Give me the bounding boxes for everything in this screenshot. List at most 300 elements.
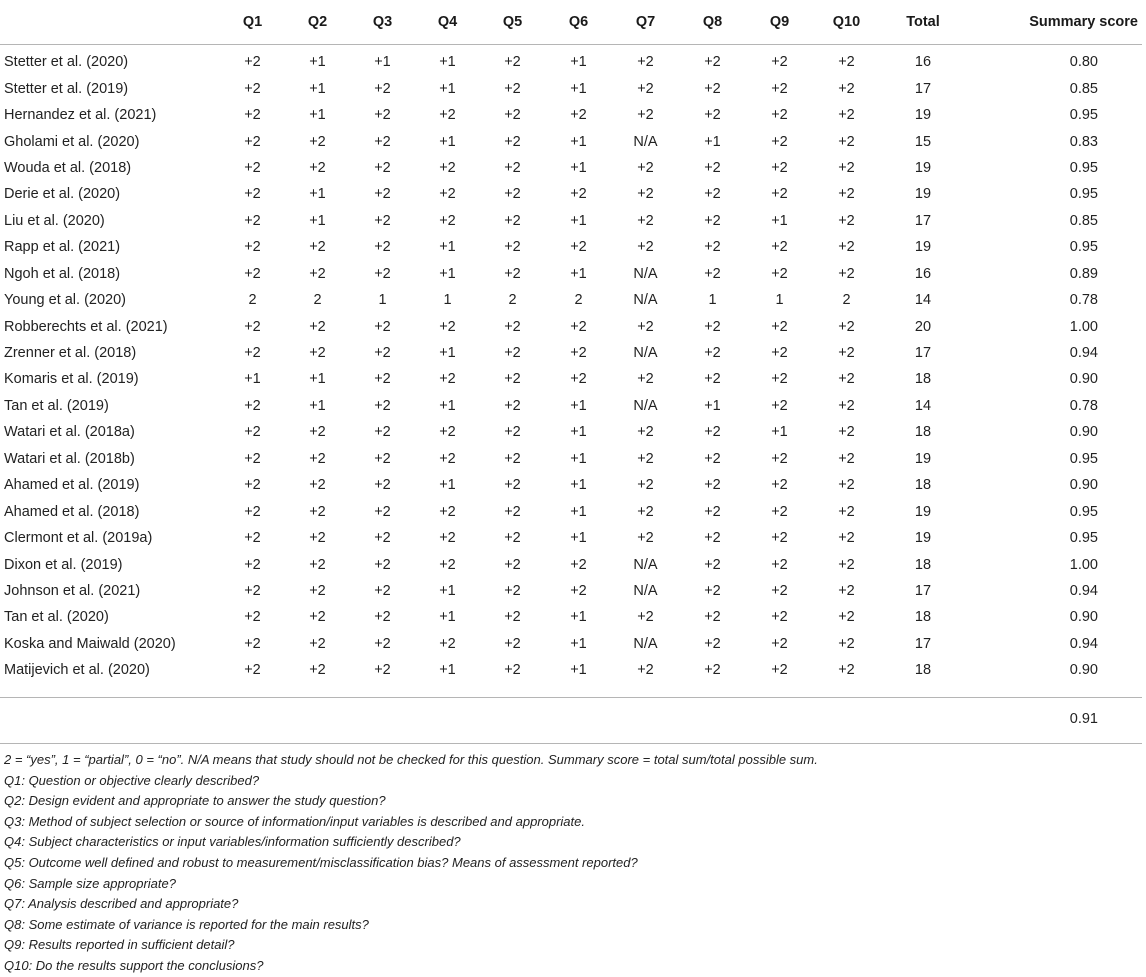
- score-cell-q6: 2: [574, 292, 583, 309]
- score-cell-q2: +2: [309, 450, 326, 467]
- score-cell-q9: +2: [771, 662, 788, 679]
- score-cell-q7: +2: [637, 186, 654, 203]
- score-cell-q9: +2: [771, 635, 788, 652]
- score-cell-q6: +2: [570, 371, 587, 388]
- total-cell: 14: [914, 397, 932, 414]
- score-cell-q9: +2: [771, 345, 788, 362]
- score-cell-q1: +1: [244, 371, 261, 388]
- total-cell: 15: [914, 133, 932, 150]
- score-cell-q10: +2: [838, 107, 855, 124]
- score-cell-q10: +2: [838, 54, 855, 71]
- score-cell-q2: +2: [309, 318, 326, 335]
- score-cell-q1: +2: [244, 133, 261, 150]
- score-cell-q2: +1: [309, 212, 326, 229]
- column-header-q3: Q3: [350, 0, 415, 45]
- score-cell-q4: +2: [439, 450, 456, 467]
- score-cell-q5: +2: [504, 635, 521, 652]
- score-cell-q2: +1: [309, 54, 326, 71]
- summary-score-cell: 0.80: [1069, 54, 1098, 71]
- score-cell-q5: +2: [504, 159, 521, 176]
- table-row: [0, 446, 1142, 472]
- score-cell-q6: +1: [570, 212, 587, 229]
- table-row: [0, 208, 1142, 234]
- score-cell-q6: +1: [570, 80, 587, 97]
- total-cell: 19: [914, 159, 932, 176]
- summary-score-cell: 0.90: [1069, 424, 1098, 441]
- column-header-q7: Q7: [612, 0, 679, 45]
- score-cell-q1: +2: [244, 635, 261, 652]
- score-cell-q1: +2: [244, 318, 261, 335]
- total-cell: 16: [914, 54, 932, 71]
- score-cell-q1: +2: [244, 54, 261, 71]
- score-cell-q7: +2: [637, 371, 654, 388]
- score-cell-q9: +2: [771, 397, 788, 414]
- study-name-cell: Robberechts et al. (2021): [4, 318, 168, 335]
- table-footnotes: [4, 750, 1134, 977]
- total-cell: 19: [914, 186, 932, 203]
- score-cell-q4: +2: [439, 159, 456, 176]
- score-cell-q7: N/A: [633, 292, 658, 309]
- summary-score-cell: 0.95: [1069, 239, 1098, 256]
- total-cell: 18: [914, 371, 932, 388]
- study-column-header: [0, 0, 220, 45]
- score-cell-q8: +2: [704, 265, 721, 282]
- score-cell-q2: +1: [309, 397, 326, 414]
- score-cell-q8: +2: [704, 186, 721, 203]
- summary-score-cell: 0.90: [1069, 371, 1098, 388]
- mean-summary-score: 0.91: [1069, 711, 1098, 727]
- score-cell-q3: +2: [374, 582, 391, 599]
- score-cell-q8: +2: [704, 107, 721, 124]
- score-cell-q7: +2: [637, 662, 654, 679]
- total-cell: 17: [914, 345, 932, 362]
- score-cell-q7: N/A: [633, 133, 658, 150]
- score-cell-q4: +2: [439, 424, 456, 441]
- score-cell-q2: +2: [309, 609, 326, 626]
- score-cell-q2: +1: [309, 80, 326, 97]
- score-cell-q8: +2: [704, 212, 721, 229]
- score-cell-q7: +2: [637, 503, 654, 520]
- score-cell-q3: +2: [374, 662, 391, 679]
- summary-score-cell: 0.89: [1069, 265, 1098, 282]
- score-cell-q7: +2: [637, 107, 654, 124]
- score-cell-q3: +2: [374, 265, 391, 282]
- footnote-q1: Q1: Question or objective clearly described?: [4, 772, 260, 788]
- score-cell-q8: +2: [704, 54, 721, 71]
- total-cell: 18: [914, 477, 932, 494]
- footnote-q3: Q3: Method of subject selection or source of information/input variables is described and appropriate.: [4, 813, 585, 829]
- score-cell-q4: +1: [439, 54, 456, 71]
- study-name-cell: Tan et al. (2020): [4, 609, 109, 626]
- score-cell-q8: +2: [704, 582, 721, 599]
- summary-score-cell: 0.95: [1069, 186, 1098, 203]
- score-cell-q10: +2: [838, 582, 855, 599]
- score-cell-q10: +2: [838, 371, 855, 388]
- column-header-total: Total: [880, 0, 966, 45]
- footnote-q4: Q4: Subject characteristics or input variables/information sufficiently described?: [4, 834, 461, 850]
- footnote-q6: Q6: Sample size appropriate?: [4, 875, 176, 891]
- study-name-cell: Young et al. (2020): [4, 292, 127, 309]
- table-row: [0, 287, 1142, 313]
- footnote-q10: Q10: Do the results support the conclusions?: [4, 957, 264, 973]
- summary-score-cell: 0.95: [1069, 450, 1098, 467]
- score-cell-q8: +2: [704, 318, 721, 335]
- summary-score-cell: 0.90: [1069, 477, 1098, 494]
- table-row: [0, 419, 1142, 445]
- score-cell-q10: +2: [838, 80, 855, 97]
- study-name-cell: Gholami et al. (2020): [4, 133, 140, 150]
- total-cell: 17: [914, 635, 932, 652]
- score-cell-q10: +2: [838, 503, 855, 520]
- score-cell-q8: +2: [704, 450, 721, 467]
- score-cell-q5: +2: [504, 212, 521, 229]
- total-cell: 19: [914, 503, 932, 520]
- score-cell-q3: +2: [374, 159, 391, 176]
- study-name-cell: Ngoh et al. (2018): [4, 265, 121, 282]
- score-cell-q6: +2: [570, 556, 587, 573]
- score-cell-q3: +2: [374, 503, 391, 520]
- table-row: [0, 102, 1142, 128]
- table-row: [0, 155, 1142, 181]
- score-cell-q2: +2: [309, 424, 326, 441]
- total-cell: 20: [914, 318, 932, 335]
- score-cell-q2: +2: [309, 345, 326, 362]
- score-cell-q4: +1: [439, 477, 456, 494]
- score-cell-q3: +2: [374, 212, 391, 229]
- score-cell-q3: +2: [374, 424, 391, 441]
- score-cell-q5: +2: [504, 503, 521, 520]
- score-cell-q4: +2: [439, 371, 456, 388]
- score-cell-q1: +2: [244, 239, 261, 256]
- study-name-cell: Liu et al. (2020): [4, 212, 105, 229]
- score-cell-q4: +1: [439, 265, 456, 282]
- summary-score-cell: 0.83: [1069, 133, 1098, 150]
- score-cell-q7: N/A: [633, 635, 658, 652]
- score-cell-q4: +2: [439, 556, 456, 573]
- score-cell-q6: +1: [570, 159, 587, 176]
- score-cell-q2: +1: [309, 186, 326, 203]
- footnote-q5: Q5: Outcome well defined and robust to measurement/misclassification bias? Means of assessment reported?: [4, 854, 638, 870]
- column-header-q9: Q9: [746, 0, 813, 45]
- score-cell-q6: +1: [570, 133, 587, 150]
- score-cell-q10: +2: [838, 186, 855, 203]
- score-cell-q6: +1: [570, 424, 587, 441]
- study-name-cell: Matijevich et al. (2020): [4, 662, 150, 679]
- score-cell-q6: +2: [570, 582, 587, 599]
- score-cell-q1: +2: [244, 609, 261, 626]
- score-cell-q9: +2: [771, 371, 788, 388]
- score-cell-q1: +2: [244, 582, 261, 599]
- score-cell-q8: +2: [704, 239, 721, 256]
- score-cell-q3: 1: [378, 292, 387, 309]
- score-cell-q1: +2: [244, 477, 261, 494]
- table-row: [0, 551, 1142, 577]
- study-name-cell: Watari et al. (2018a): [4, 424, 135, 441]
- score-cell-q7: +2: [637, 477, 654, 494]
- score-cell-q4: +2: [439, 503, 456, 520]
- score-cell-q10: +2: [838, 265, 855, 282]
- score-cell-q6: +1: [570, 635, 587, 652]
- score-cell-q6: +1: [570, 503, 587, 520]
- score-cell-q8: +2: [704, 609, 721, 626]
- score-cell-q10: +2: [838, 635, 855, 652]
- score-cell-q8: +2: [704, 662, 721, 679]
- total-cell: 19: [914, 107, 932, 124]
- score-cell-q6: +1: [570, 609, 587, 626]
- score-cell-q3: +2: [374, 239, 391, 256]
- score-cell-q7: N/A: [633, 345, 658, 362]
- table-row: [0, 631, 1142, 657]
- total-cell: 14: [914, 292, 932, 309]
- score-cell-q6: +2: [570, 239, 587, 256]
- total-cell: 19: [914, 450, 932, 467]
- score-cell-q9: +2: [771, 477, 788, 494]
- total-cell: 17: [914, 80, 932, 97]
- mean-summary-row: [0, 697, 1142, 744]
- study-name-cell: Stetter et al. (2019): [4, 80, 129, 97]
- score-cell-q6: +1: [570, 397, 587, 414]
- score-cell-q1: +2: [244, 80, 261, 97]
- score-cell-q4: +1: [439, 133, 456, 150]
- score-cell-q6: +1: [570, 450, 587, 467]
- study-name-cell: Wouda et al. (2018): [4, 159, 132, 176]
- table-row: [0, 578, 1142, 604]
- score-cell-q1: +2: [244, 159, 261, 176]
- score-cell-q3: +2: [374, 556, 391, 573]
- score-cell-q5: +2: [504, 397, 521, 414]
- table-row: [0, 128, 1142, 154]
- total-cell: 17: [914, 212, 932, 229]
- score-cell-q5: +2: [504, 609, 521, 626]
- score-cell-q4: +2: [439, 107, 456, 124]
- score-cell-q8: +2: [704, 345, 721, 362]
- table-row: [0, 45, 1142, 76]
- study-name-cell: Stetter et al. (2020): [4, 54, 129, 71]
- score-cell-q8: +2: [704, 477, 721, 494]
- score-cell-q8: +2: [704, 530, 721, 547]
- score-cell-q1: +2: [244, 265, 261, 282]
- score-cell-q7: +2: [637, 159, 654, 176]
- score-cell-q6: +2: [570, 345, 587, 362]
- score-cell-q2: +1: [309, 371, 326, 388]
- score-cell-q5: +2: [504, 530, 521, 547]
- score-cell-q10: +2: [838, 530, 855, 547]
- study-name-cell: Derie et al. (2020): [4, 186, 121, 203]
- study-name-cell: Watari et al. (2018b): [4, 450, 135, 467]
- column-header-q1: Q1: [220, 0, 285, 45]
- score-cell-q10: +2: [838, 239, 855, 256]
- score-cell-q9: +2: [771, 530, 788, 547]
- study-name-cell: Tan et al. (2019): [4, 397, 109, 414]
- score-cell-q8: +2: [704, 80, 721, 97]
- score-cell-q5: +2: [504, 186, 521, 203]
- study-name-cell: Ahamed et al. (2018): [4, 503, 140, 520]
- table-row: [0, 525, 1142, 551]
- table-row: [0, 472, 1142, 498]
- summary-score-cell: 0.95: [1069, 107, 1098, 124]
- score-cell-q8: +2: [704, 635, 721, 652]
- score-cell-q4: +1: [439, 239, 456, 256]
- score-cell-q9: +2: [771, 582, 788, 599]
- score-cell-q10: +2: [838, 397, 855, 414]
- total-cell: 18: [914, 424, 932, 441]
- summary-score-cell: 0.78: [1069, 397, 1098, 414]
- column-header-q8: Q8: [679, 0, 746, 45]
- total-cell: 18: [914, 556, 932, 573]
- score-cell-q10: +2: [838, 159, 855, 176]
- score-cell-q8: +2: [704, 556, 721, 573]
- score-cell-q4: 1: [443, 292, 452, 309]
- summary-score-cell: 0.95: [1069, 503, 1098, 520]
- score-cell-q7: +2: [637, 318, 654, 335]
- score-cell-q6: +1: [570, 477, 587, 494]
- score-cell-q4: +2: [439, 635, 456, 652]
- score-cell-q9: +2: [771, 318, 788, 335]
- score-cell-q9: +2: [771, 556, 788, 573]
- score-cell-q3: +1: [374, 54, 391, 71]
- score-cell-q9: +2: [771, 609, 788, 626]
- score-cell-q7: N/A: [633, 397, 658, 414]
- score-cell-q2: +2: [309, 635, 326, 652]
- footnote-q9: Q9: Results reported in sufficient detail?: [4, 937, 235, 953]
- score-cell-q7: +2: [637, 450, 654, 467]
- score-cell-q2: +2: [309, 582, 326, 599]
- score-cell-q10: +2: [838, 212, 855, 229]
- score-cell-q8: 1: [708, 292, 717, 309]
- table-row: [0, 181, 1142, 207]
- score-cell-q3: +2: [374, 318, 391, 335]
- score-cell-q5: +2: [504, 556, 521, 573]
- total-cell: 18: [914, 609, 932, 626]
- total-cell: 19: [914, 239, 932, 256]
- score-cell-q1: +2: [244, 186, 261, 203]
- score-cell-q5: +2: [504, 133, 521, 150]
- score-cell-q1: +2: [244, 662, 261, 679]
- score-cell-q9: +1: [771, 212, 788, 229]
- summary-score-cell: 0.78: [1069, 292, 1098, 309]
- score-cell-q8: +2: [704, 503, 721, 520]
- study-name-cell: Hernandez et al. (2021): [4, 107, 157, 124]
- score-cell-q5: +2: [504, 371, 521, 388]
- score-cell-q7: N/A: [633, 556, 658, 573]
- column-header-q2: Q2: [285, 0, 350, 45]
- score-cell-q5: 2: [508, 292, 517, 309]
- score-cell-q7: +2: [637, 54, 654, 71]
- score-cell-q10: +2: [838, 345, 855, 362]
- table-row: [0, 75, 1142, 101]
- table-body: [0, 45, 1142, 694]
- score-cell-q10: +2: [838, 662, 855, 679]
- score-cell-q3: +2: [374, 635, 391, 652]
- score-cell-q9: 1: [775, 292, 784, 309]
- score-cell-q8: +2: [704, 424, 721, 441]
- score-cell-q4: +1: [439, 80, 456, 97]
- score-cell-q6: +1: [570, 54, 587, 71]
- study-name-cell: Clermont et al. (2019a): [4, 530, 153, 547]
- total-cell: 18: [914, 662, 932, 679]
- score-cell-q2: +2: [309, 133, 326, 150]
- score-cell-q7: +2: [637, 530, 654, 547]
- score-cell-q5: +2: [504, 80, 521, 97]
- score-cell-q1: +2: [244, 530, 261, 547]
- score-cell-q1: +2: [244, 556, 261, 573]
- score-cell-q3: +2: [374, 186, 391, 203]
- score-cell-q10: +2: [838, 556, 855, 573]
- score-cell-q4: +2: [439, 318, 456, 335]
- score-cell-q4: +2: [439, 212, 456, 229]
- table-row: [0, 393, 1142, 419]
- footnote-legend: 2 = “yes”, 1 = “partial”, 0 = “no”. N/A means that study should not be checked for this question. Summary score = total sum/total possible sum.: [4, 752, 818, 767]
- total-cell: 16: [914, 265, 932, 282]
- score-cell-q3: +2: [374, 345, 391, 362]
- score-cell-q4: +2: [439, 186, 456, 203]
- score-cell-q5: +2: [504, 318, 521, 335]
- summary-score-cell: 0.94: [1069, 345, 1098, 362]
- score-cell-q9: +2: [771, 159, 788, 176]
- score-cell-q9: +2: [771, 54, 788, 71]
- score-cell-q5: +2: [504, 54, 521, 71]
- score-cell-q8: +2: [704, 159, 721, 176]
- score-cell-q6: +1: [570, 662, 587, 679]
- study-name-cell: Zrenner et al. (2018): [4, 345, 137, 362]
- summary-score-cell: 0.90: [1069, 609, 1098, 626]
- score-cell-q3: +2: [374, 397, 391, 414]
- total-cell: 17: [914, 582, 932, 599]
- score-cell-q3: +2: [374, 477, 391, 494]
- table-row: [0, 604, 1142, 630]
- score-cell-q2: +2: [309, 556, 326, 573]
- summary-score-cell: 0.95: [1069, 159, 1098, 176]
- summary-score-cell: 0.94: [1069, 582, 1098, 599]
- score-cell-q5: +2: [504, 107, 521, 124]
- score-cell-q2: +2: [309, 159, 326, 176]
- score-cell-q5: +2: [504, 345, 521, 362]
- score-cell-q8: +2: [704, 371, 721, 388]
- score-cell-q9: +2: [771, 503, 788, 520]
- score-cell-q9: +2: [771, 133, 788, 150]
- column-header-q5: Q5: [480, 0, 545, 45]
- score-cell-q2: +2: [309, 662, 326, 679]
- summary-score-cell: 0.90: [1069, 662, 1098, 679]
- table-row: [0, 313, 1142, 339]
- score-cell-q9: +2: [771, 80, 788, 97]
- score-cell-q3: +2: [374, 107, 391, 124]
- score-cell-q1: +2: [244, 503, 261, 520]
- score-cell-q2: +2: [309, 530, 326, 547]
- summary-score-cell: 0.85: [1069, 212, 1098, 229]
- score-cell-q6: +1: [570, 530, 587, 547]
- score-cell-q1: +2: [244, 212, 261, 229]
- score-cell-q2: +2: [309, 265, 326, 282]
- footnote-q8: Q8: Some estimate of variance is reported for the main results?: [4, 916, 369, 932]
- table-row: [0, 498, 1142, 524]
- column-header-q10: Q10: [813, 0, 880, 45]
- score-cell-q9: +2: [771, 239, 788, 256]
- summary-score-cell: 1.00: [1069, 556, 1098, 573]
- score-cell-q8: +1: [704, 133, 721, 150]
- score-cell-q1: +2: [244, 107, 261, 124]
- score-cell-q7: N/A: [633, 582, 658, 599]
- score-cell-q5: +2: [504, 450, 521, 467]
- score-cell-q3: +2: [374, 450, 391, 467]
- study-name-cell: Koska and Maiwald (2020): [4, 635, 176, 652]
- score-cell-q7: +2: [637, 212, 654, 229]
- score-cell-q6: +2: [570, 186, 587, 203]
- score-cell-q4: +1: [439, 582, 456, 599]
- score-cell-q7: +2: [637, 239, 654, 256]
- table-row: [0, 340, 1142, 366]
- score-cell-q5: +2: [504, 424, 521, 441]
